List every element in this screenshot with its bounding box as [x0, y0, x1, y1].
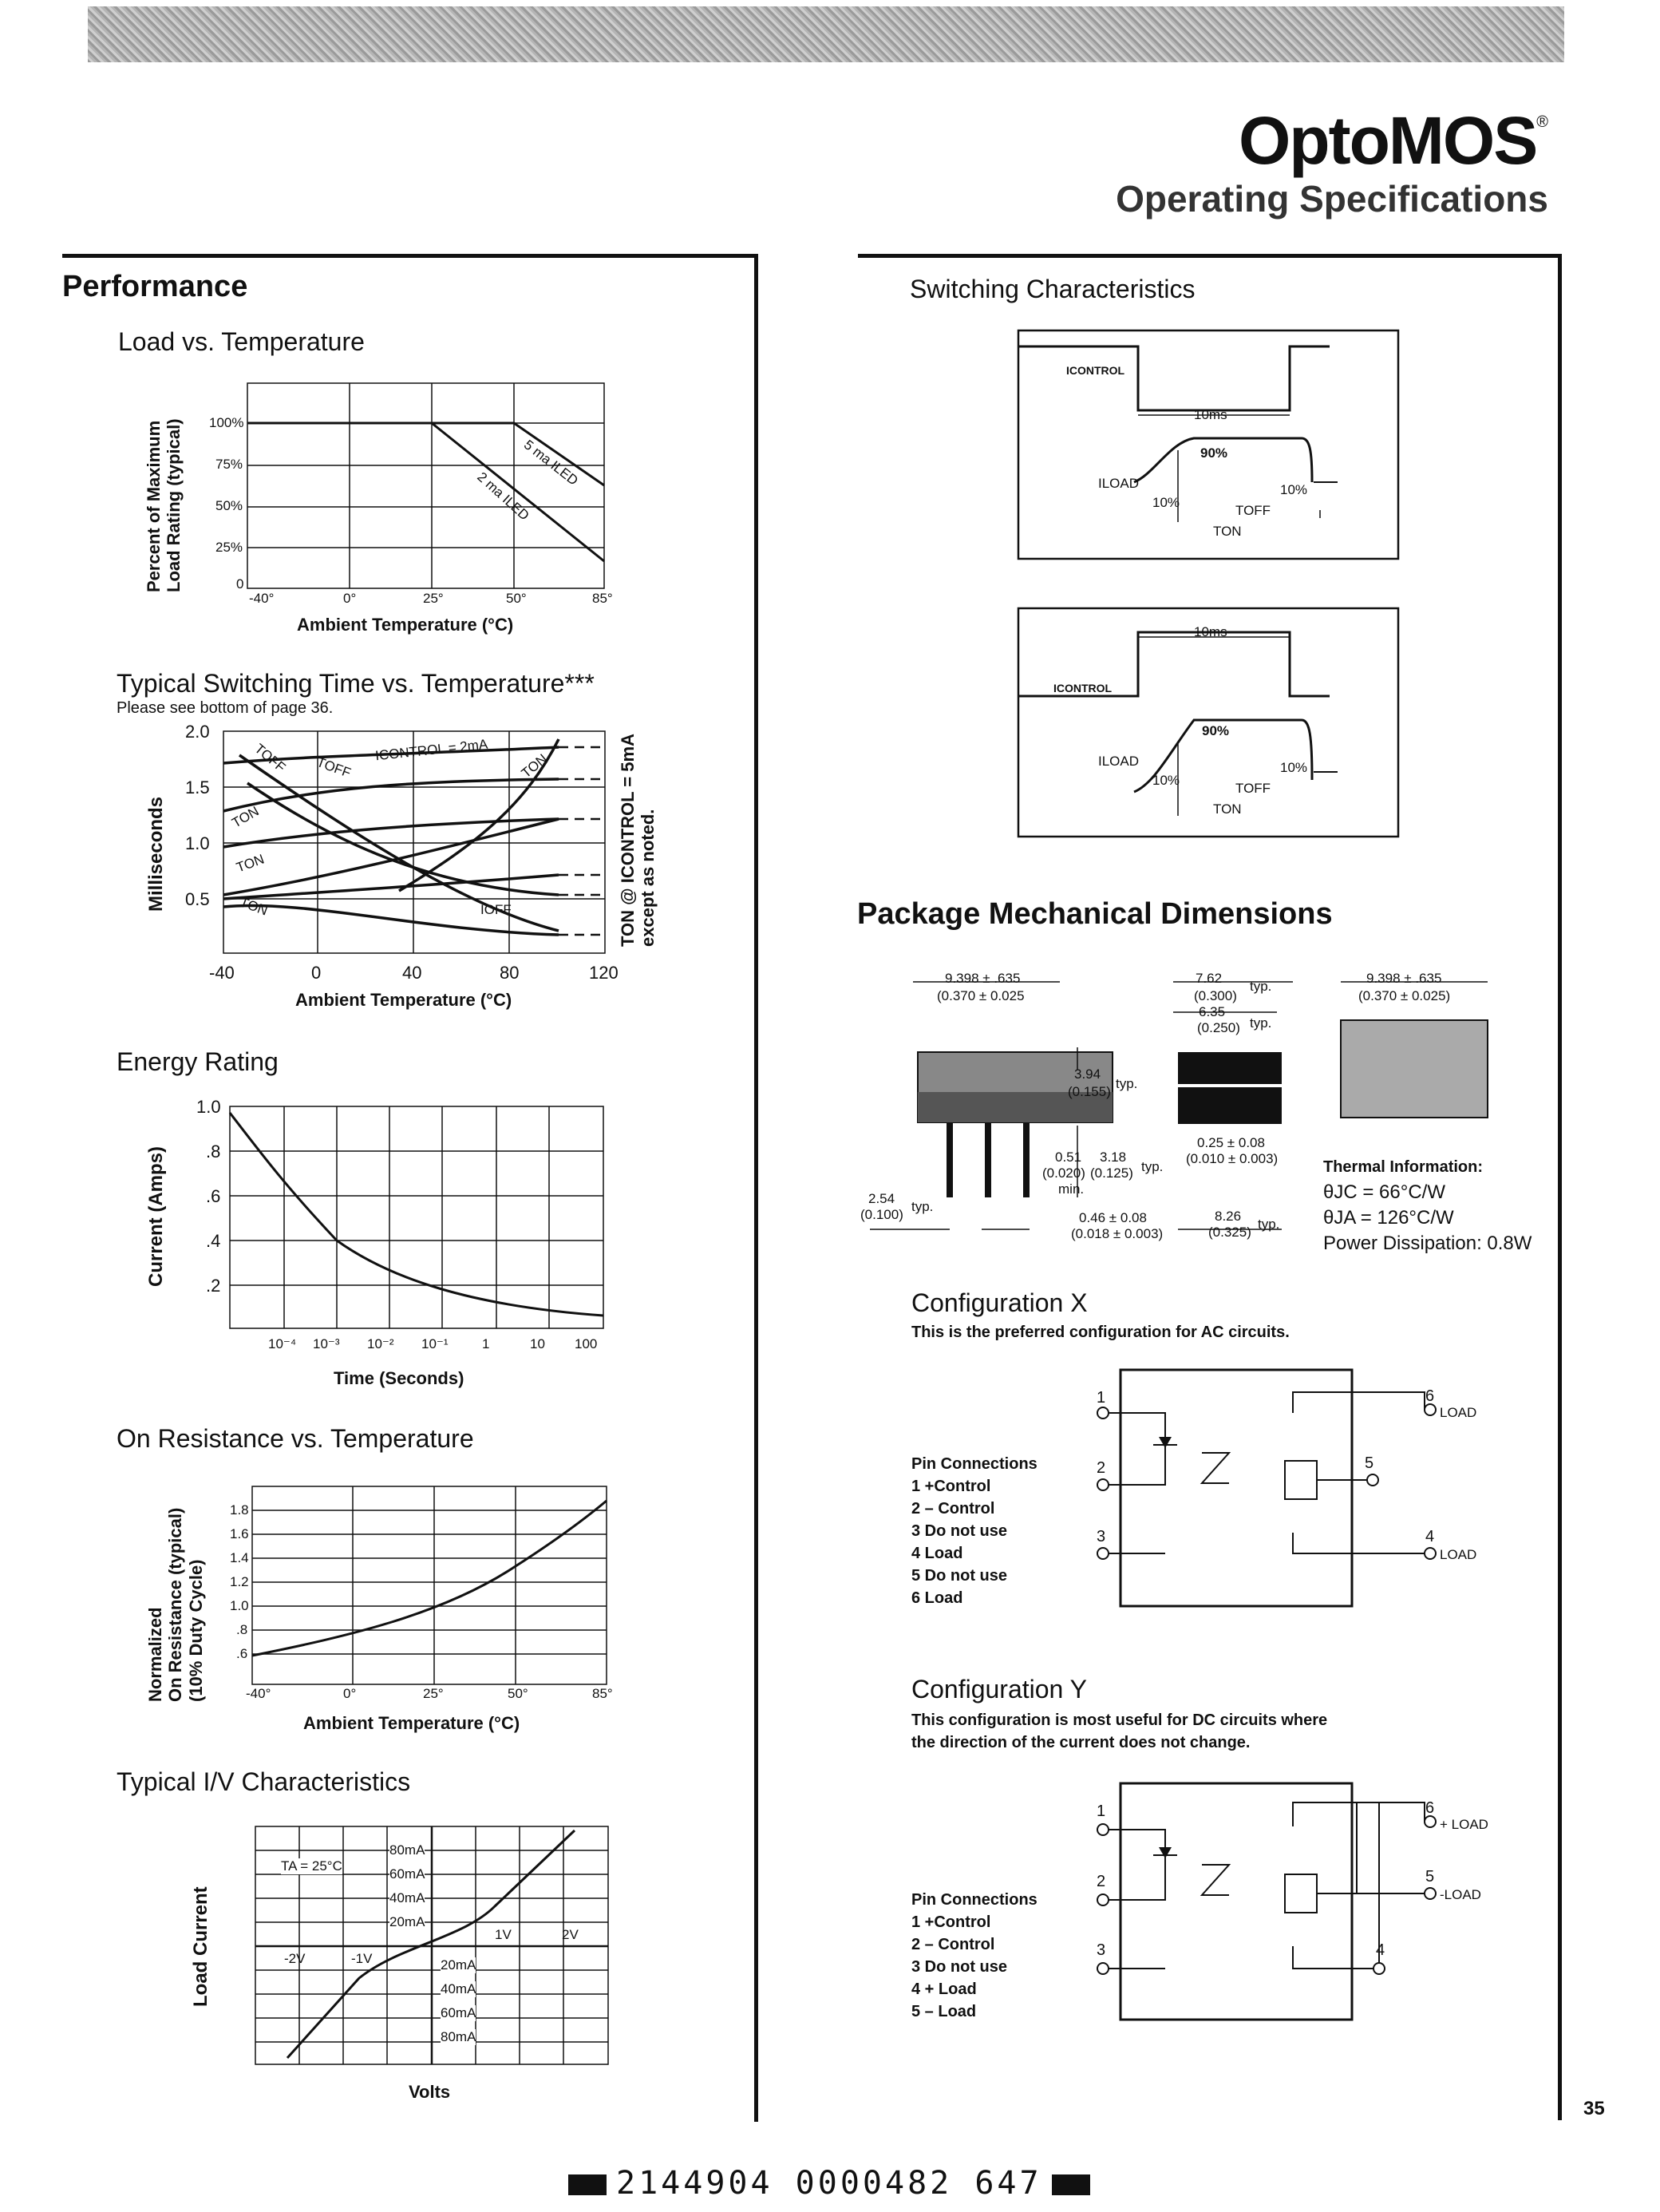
- st-xtick: 80: [500, 963, 520, 983]
- switch-time-ylabel: Milliseconds: [145, 796, 167, 912]
- pkg-min: min.: [1058, 1181, 1085, 1197]
- footer-code: 2144904 0000482 647: [559, 2165, 1100, 2202]
- or-ytick: 1.4: [230, 1550, 249, 1565]
- pkg-d2-typ: typ.: [1250, 979, 1272, 994]
- on-res-title: On Resistance vs. Temperature: [117, 1424, 474, 1453]
- iv-xlabel: Volts: [409, 2082, 451, 2102]
- iv-pos-i: 60mA: [389, 1866, 425, 1882]
- iv-ta-label: TA = 25°C: [281, 1858, 342, 1874]
- iv-volt: 2V: [562, 1927, 579, 1942]
- pkg-d10b: (0.018 ± 0.003): [1071, 1226, 1164, 1241]
- pkg-d10: 0.46 ± 0.08: [1079, 1210, 1147, 1225]
- pkg-d5: 3.94: [1074, 1066, 1101, 1082]
- cx-z: [1200, 1437, 1227, 1489]
- or-xtick: -40°: [246, 1686, 271, 1701]
- config-x-note: This is the preferred configuration for AC circuits.: [911, 1324, 1290, 1341]
- pkg-d6b: (0.020): [1042, 1165, 1085, 1181]
- lvt-ytick: 75%: [215, 457, 243, 472]
- config-x-schematic: [1085, 1365, 1516, 1613]
- lvt-xtick: 50°: [506, 591, 527, 606]
- st-ytick: 0.5: [185, 889, 210, 909]
- st-curve-label: TOFF: [251, 741, 289, 776]
- cx-load4: LOAD: [1440, 1547, 1477, 1562]
- energy-ylabel: Current (Amps): [145, 1146, 167, 1287]
- en-ytick: .6: [206, 1186, 221, 1206]
- or-ytick: .6: [236, 1646, 248, 1661]
- or-ytick: 1.0: [230, 1598, 249, 1613]
- pkg-d3-typ: typ.: [1250, 1015, 1272, 1031]
- or-xtick: 25°: [423, 1686, 444, 1701]
- lvt-ytick: 50%: [215, 498, 243, 513]
- en-xtick: 10⁻⁴: [268, 1336, 297, 1351]
- cy-load5: -LOAD: [1440, 1887, 1481, 1902]
- load-curve-2ma: [432, 423, 604, 561]
- sw2-icontrol: ICONTROL: [1053, 682, 1113, 694]
- iv-volt: 1V: [495, 1927, 512, 1942]
- config-x-pins: Pin Connections 1 +Control 2 – Control 3 Do not use 4 Load 5 Do not use 6 Load: [911, 1455, 1038, 1607]
- cx-p1: 1: [1097, 1389, 1106, 1407]
- en-xtick: 10⁻¹: [421, 1336, 449, 1351]
- cy-p2: 2: [1097, 1873, 1106, 1890]
- pkg-d8: 0.25 ± 0.08: [1197, 1135, 1265, 1150]
- lvt-xtick: 85°: [592, 591, 613, 606]
- sw2-90: 90%: [1202, 723, 1230, 738]
- curve-ton-3: [223, 819, 559, 895]
- footer-block-left: [568, 2174, 607, 2195]
- switch-time-note: Please see bottom of page 36.: [117, 699, 334, 717]
- pkg-d6: 0.51: [1055, 1150, 1082, 1165]
- sw1-10b: 10%: [1280, 482, 1308, 497]
- sw2-10a: 10%: [1152, 773, 1180, 788]
- pkg-d4: 9.398 ± .635: [1366, 971, 1442, 986]
- right-top-rule: [858, 254, 1562, 258]
- page-subtitle: Operating Specifications: [1116, 178, 1548, 220]
- en-xtick: 100: [575, 1336, 598, 1351]
- or-ytick: 1.8: [230, 1502, 249, 1518]
- en-xtick: 10: [530, 1336, 545, 1351]
- cx-p3: 3: [1097, 1528, 1106, 1545]
- lvt-curve-label-5ma: 5 ma ILED: [520, 437, 581, 489]
- st-right-label: TON @ ICONTROL = 5mA except as noted.: [618, 734, 658, 947]
- cy-load6: + LOAD: [1440, 1817, 1488, 1832]
- config-y-note-2: the direction of the current does not change.: [911, 1734, 1251, 1751]
- en-xlabel: Time (Seconds): [334, 1368, 464, 1388]
- or-ytick: 1.6: [230, 1526, 249, 1541]
- sw1-toff: TOFF: [1235, 503, 1271, 518]
- iv-pos-i: 40mA: [389, 1890, 425, 1905]
- en-xtick: 10⁻³: [313, 1336, 340, 1351]
- en-xtick: 10⁻²: [367, 1336, 394, 1351]
- pkg-d5b: (0.155): [1068, 1084, 1111, 1099]
- pkg-d4b: (0.370 ± 0.025): [1358, 988, 1451, 1003]
- pkg-d11b: (0.325): [1208, 1225, 1251, 1240]
- en-xtick: 1: [482, 1336, 490, 1351]
- iv-volt: -1V: [351, 1951, 373, 1966]
- page-number: 35: [1583, 2098, 1605, 2119]
- pkg-d11-typ: typ.: [1258, 1217, 1280, 1232]
- cx-p4: 4: [1425, 1528, 1435, 1545]
- st-curve-label: TON: [237, 894, 270, 919]
- cy-p3: 3: [1097, 1941, 1106, 1959]
- st-xtick: 0: [311, 963, 322, 983]
- st-xtick: 120: [589, 963, 619, 983]
- cy-p4: 4: [1376, 1941, 1385, 1959]
- or-xtick: 50°: [508, 1686, 528, 1701]
- iv-neg-i: 60mA: [441, 2005, 476, 2020]
- cx-load6: LOAD: [1440, 1405, 1477, 1420]
- lvt-xtick: 0°: [343, 591, 357, 606]
- lvt-xlabel: Ambient Temperature (°C): [297, 615, 514, 635]
- brand-title: OptoMOS®: [1238, 103, 1547, 178]
- or-xtick: 85°: [592, 1686, 613, 1701]
- pkg-d3: 6.35: [1199, 1004, 1226, 1019]
- st-xtick: -40: [209, 963, 235, 983]
- iv-neg-i: 80mA: [441, 2029, 476, 2044]
- on-res-ylabel: Normalized On Resistance (typical) (10% Duty Cycle): [145, 1507, 206, 1702]
- or-xlabel: Ambient Temperature (°C): [303, 1713, 520, 1733]
- st-curve-label: TOFF: [314, 754, 354, 781]
- sw1-10ms: 10ms: [1194, 407, 1227, 422]
- config-y-pins: Pin Connections 1 +Control 2 – Control 3 Do not use 4 + Load 5 – Load: [911, 1891, 1038, 2020]
- thermal-info: Thermal Information: θJC = 66°C/W θJA = 126°C/W Power Dissipation: 0.8W: [1323, 1158, 1532, 1254]
- cy-p1: 1: [1097, 1802, 1106, 1820]
- top-texture-band: [88, 6, 1564, 62]
- performance-heading: Performance: [62, 270, 248, 303]
- cx-p6: 6: [1425, 1387, 1435, 1405]
- load-vs-temp-ylabel: Percent of Maximum Load Rating (typical): [144, 418, 184, 592]
- on-res-chart: [252, 1486, 608, 1686]
- sw1-ton: TON: [1213, 524, 1242, 539]
- sw2-10ms: 10ms: [1194, 624, 1227, 639]
- pkg-d2b: (0.300): [1194, 988, 1237, 1003]
- pkg-d2: 7.62: [1196, 971, 1223, 986]
- en-ytick: 1.0: [196, 1097, 221, 1117]
- energy-chart: [230, 1106, 605, 1330]
- left-top-rule: [62, 254, 757, 258]
- pkg-d9-typ: typ.: [911, 1199, 934, 1214]
- or-xtick: 0°: [343, 1686, 357, 1701]
- config-y-title: Configuration Y: [911, 1675, 1087, 1704]
- sw1-90: 90%: [1200, 445, 1228, 461]
- iv-neg-i: 40mA: [441, 1981, 476, 1996]
- st-curve-label: TON: [234, 851, 267, 876]
- en-ytick: .2: [206, 1276, 221, 1296]
- lvt-ytick: 25%: [215, 540, 243, 555]
- pkg-d1b: (0.370 ± 0.025: [937, 988, 1025, 1003]
- lvt-ytick: 100%: [209, 415, 244, 430]
- cy-z: [1200, 1850, 1227, 1902]
- st-curve-label: TON: [229, 803, 262, 831]
- pkg-d7: 3.18: [1100, 1150, 1127, 1165]
- on-res-curve: [252, 1501, 607, 1656]
- pkg-d9b: (0.100): [860, 1207, 903, 1222]
- en-ytick: .4: [206, 1231, 221, 1251]
- pkg-d8b: (0.010 ± 0.003): [1186, 1151, 1279, 1166]
- load-vs-temp-title: Load vs. Temperature: [118, 327, 365, 356]
- iv-neg-i: 20mA: [441, 1957, 476, 1973]
- lvt-curve-label-2ma: 2 ma ILED: [474, 469, 532, 524]
- or-ytick: 1.2: [230, 1574, 249, 1589]
- energy-title: Energy Rating: [117, 1047, 279, 1076]
- lvt-xtick: 25°: [423, 591, 444, 606]
- cy-p5: 5: [1425, 1868, 1435, 1886]
- footer-block-right: [1052, 2174, 1090, 2195]
- sw2-10b: 10%: [1280, 760, 1308, 775]
- st-ytick: 1.5: [185, 778, 210, 797]
- lvt-xtick: -40°: [249, 591, 275, 606]
- cx-p5: 5: [1365, 1454, 1374, 1472]
- switching-title: Switching Characteristics: [910, 275, 1196, 303]
- config-x-title: Configuration X: [911, 1288, 1088, 1317]
- iv-pos-i: 80mA: [389, 1842, 425, 1858]
- st-ytick: 1.0: [185, 833, 210, 853]
- iv-pos-i: 20mA: [389, 1914, 425, 1929]
- st-xlabel: Ambient Temperature (°C): [295, 990, 512, 1010]
- iv-volt: -2V: [284, 1951, 306, 1966]
- load-vs-temp-chart: [247, 383, 607, 591]
- pkg-d7-typ: typ.: [1141, 1159, 1164, 1174]
- pkg-d3b: (0.250): [1197, 1020, 1240, 1035]
- config-y-note-1: This configuration is most useful for DC circuits where: [911, 1711, 1328, 1729]
- right-column-rule: [1558, 254, 1562, 2120]
- pkg-d11: 8.26: [1215, 1209, 1242, 1224]
- cx-p2: 2: [1097, 1459, 1106, 1477]
- sw2-iload: ILOAD: [1098, 754, 1140, 769]
- en-ytick: .8: [206, 1142, 221, 1161]
- sw1-icontrol: ICONTROL: [1066, 364, 1125, 377]
- switch-time-title: Typical Switching Time vs. Temperature***: [117, 669, 595, 698]
- pkg-d9: 2.54: [868, 1191, 895, 1206]
- iv-ylabel: Load Current: [190, 1886, 211, 2007]
- left-column-rule: [754, 254, 758, 2122]
- pkg-d7b: (0.125): [1090, 1165, 1133, 1181]
- iv-title: Typical I/V Characteristics: [117, 1767, 411, 1796]
- st-ytick: 2.0: [185, 722, 210, 742]
- pkg-d1: 9.398 ± .635: [945, 971, 1021, 986]
- package-heading: Package Mechanical Dimensions: [857, 897, 1333, 931]
- sw1-10a: 10%: [1152, 495, 1180, 510]
- st-xtick: 40: [402, 963, 422, 983]
- or-ytick: .8: [236, 1622, 248, 1637]
- st-curve-label: TON: [518, 750, 551, 782]
- curve-ton-1: [223, 779, 559, 811]
- pkg-d5-typ: typ.: [1116, 1076, 1138, 1091]
- sw1-iload: ILOAD: [1098, 476, 1140, 491]
- lvt-ytick: 0: [236, 576, 244, 592]
- sw2-ton: TON: [1213, 801, 1242, 817]
- cy-p6: 6: [1425, 1799, 1435, 1817]
- st-curve-label: ICONTROL = 2mA: [374, 736, 489, 764]
- sw2-toff: TOFF: [1235, 781, 1271, 796]
- st-curve-label: IOFF: [480, 902, 512, 917]
